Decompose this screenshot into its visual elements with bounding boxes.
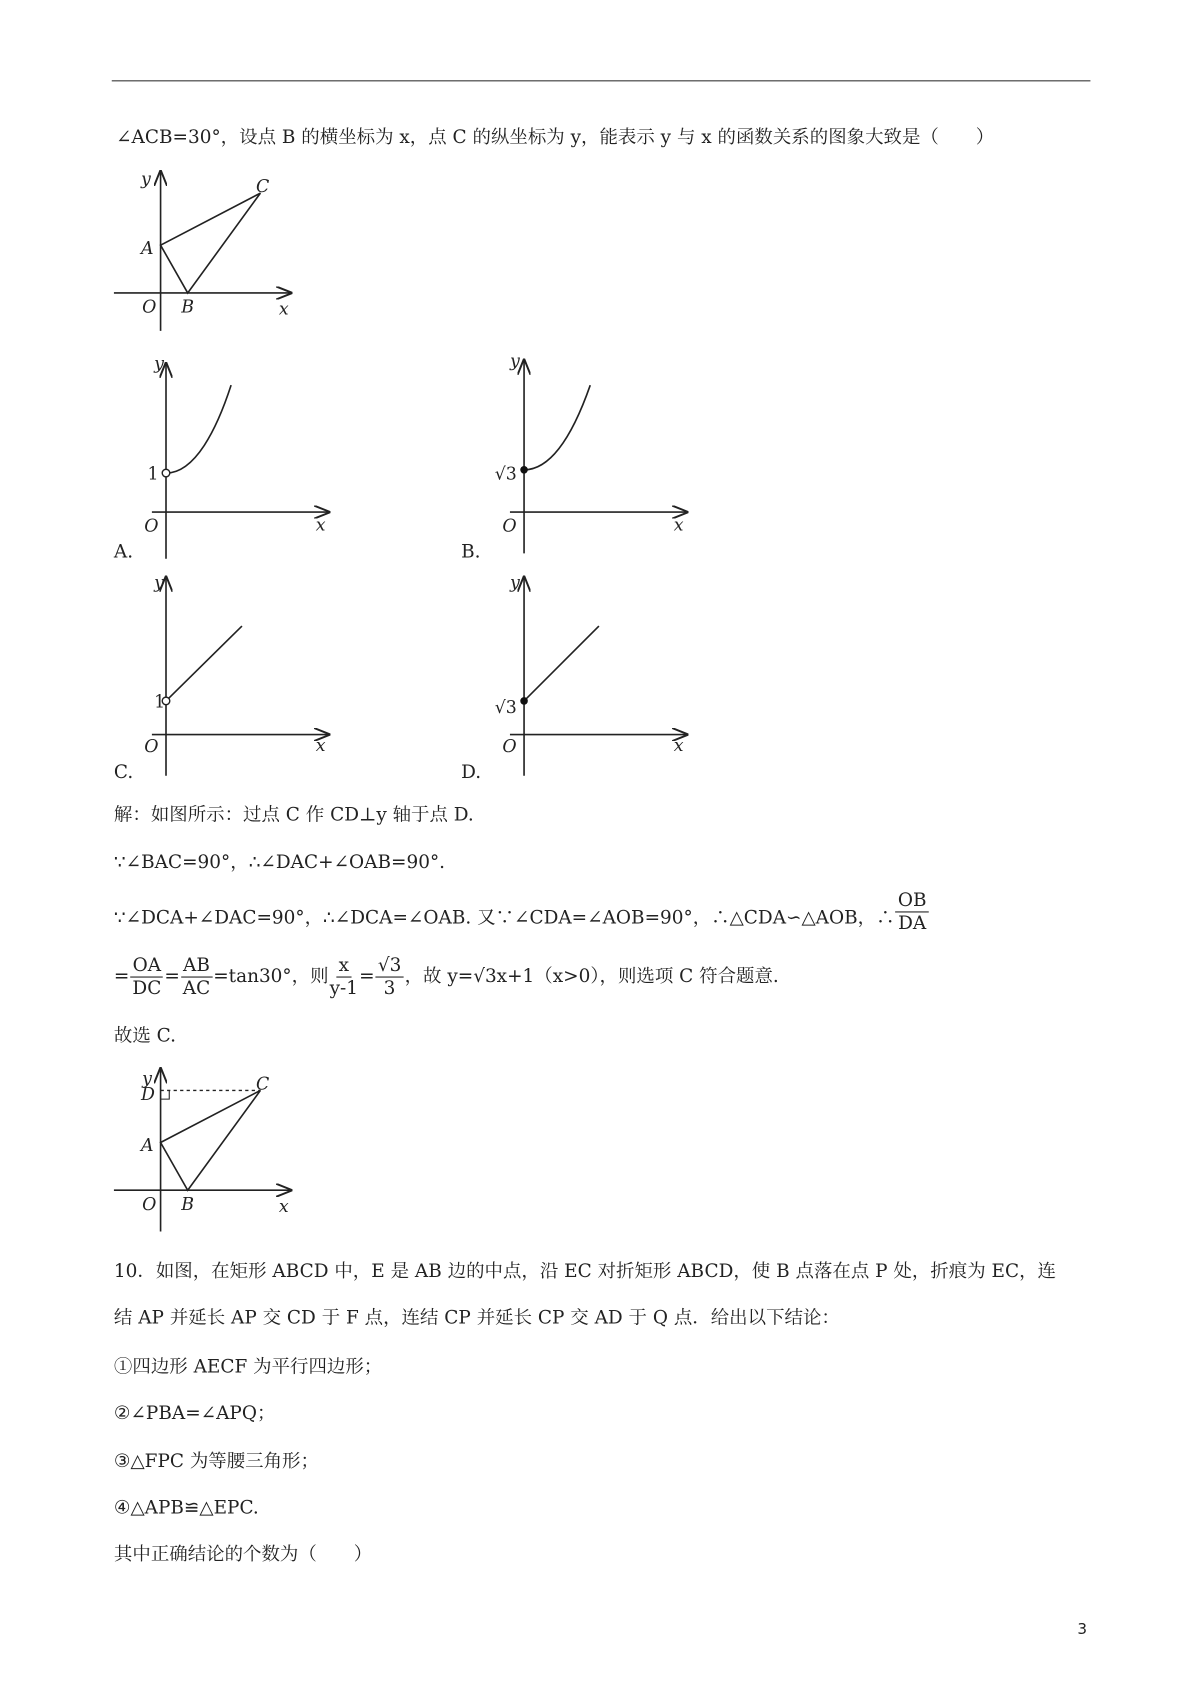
svg-text:y: y bbox=[509, 573, 520, 594]
svg-text:A: A bbox=[141, 1136, 154, 1157]
option-a-label: A. bbox=[113, 541, 134, 564]
svg-text:y: y bbox=[142, 1068, 152, 1089]
svg-text:y: y bbox=[509, 351, 520, 372]
svg-text:O: O bbox=[142, 1194, 157, 1215]
svg-text:x: x bbox=[315, 515, 326, 536]
svg-text:O: O bbox=[142, 297, 157, 318]
svg-text:x: x bbox=[278, 299, 289, 320]
question9-text: ∠ACB=30°，设点 B 的横坐标为 x，点 C 的纵坐标为 y，能表示 y 与 x 的函数关系的图象大致是（ ） bbox=[116, 126, 995, 149]
solution-line-3: ∵∠DCA+∠DAC=90°，∴∠DCA=∠OAB. 又∵∠CDA=∠AOB=90°，∴△CDA∽△AOB，∴ $\frac{OB}{DA}$ bbox=[114, 903, 930, 934]
svg-text:B: B bbox=[181, 297, 194, 318]
svg-text:O: O bbox=[502, 516, 517, 537]
option-d-label: D. bbox=[461, 761, 482, 784]
svg-text:O: O bbox=[144, 516, 159, 537]
svg-text:B: B bbox=[181, 1194, 194, 1215]
question10-line-1: 10．如图，在矩形 ABCD 中，E 是 AB 边的中点，沿 EC 对折矩形 ABCD，使 B 点落在点 P 处，折痕为 EC，连 bbox=[113, 1260, 1057, 1283]
svg-text:√3: √3 bbox=[494, 464, 517, 485]
solution-line-2: ∵∠BAC=90°，∴∠DAC+∠OAB=90°. bbox=[113, 851, 446, 874]
svg-text:√3: √3 bbox=[494, 697, 517, 718]
svg-text:x: x bbox=[673, 735, 684, 756]
option-b-label: B. bbox=[461, 541, 481, 564]
svg-text:x: x bbox=[278, 1196, 289, 1217]
svg-text:C: C bbox=[256, 1074, 270, 1095]
question10-line-2: 结 AP 并延长 AP 交 CD 于 F 点，连结 CP 并延长 CP 交 AD 于 Q 点．给出以下结论： bbox=[113, 1307, 840, 1330]
svg-text:y: y bbox=[141, 169, 151, 190]
conclusion-4: ④△APB≌△EPC. bbox=[113, 1497, 259, 1519]
option-c-label: C. bbox=[113, 761, 134, 784]
solution-line-4: = $\frac{OA}{DC}$ = $\frac{AB}{AC}$ =tan30°，则 $\frac{x}{y-1}$ = $\frac{√3}{3}$ ，故 y=√3x+1（x>0），则选项 C 符合题意. bbox=[113, 954, 779, 1000]
svg-text:1: 1 bbox=[147, 464, 159, 485]
svg-text:y: y bbox=[154, 353, 164, 374]
svg-text:A: A bbox=[141, 238, 154, 259]
conclusion-2: ②∠PBA=∠APQ； bbox=[113, 1402, 276, 1425]
solution-line-1: 解：如图所示：过点 C 作 CD⊥y 轴于点 D. bbox=[113, 803, 474, 826]
conclusion-1: ①四边形 AECF 为平行四边形； bbox=[113, 1356, 383, 1378]
solution-answer: 故选 C. bbox=[113, 1025, 177, 1048]
conclusion-3: ③△FPC 为等腰三角形； bbox=[113, 1450, 319, 1473]
svg-text:1: 1 bbox=[154, 692, 166, 713]
svg-text:x: x bbox=[315, 735, 326, 756]
svg-text:D: D bbox=[141, 1085, 155, 1106]
page-number: 3 bbox=[1077, 1620, 1088, 1639]
header-rule bbox=[112, 80, 1091, 81]
svg-text:y: y bbox=[154, 573, 164, 594]
question10-prompt: 其中正确结论的个数为（ ） bbox=[113, 1543, 373, 1566]
svg-text:O: O bbox=[144, 736, 159, 757]
svg-text:C: C bbox=[256, 177, 270, 198]
svg-text:O: O bbox=[502, 736, 517, 757]
svg-text:x: x bbox=[673, 515, 684, 536]
